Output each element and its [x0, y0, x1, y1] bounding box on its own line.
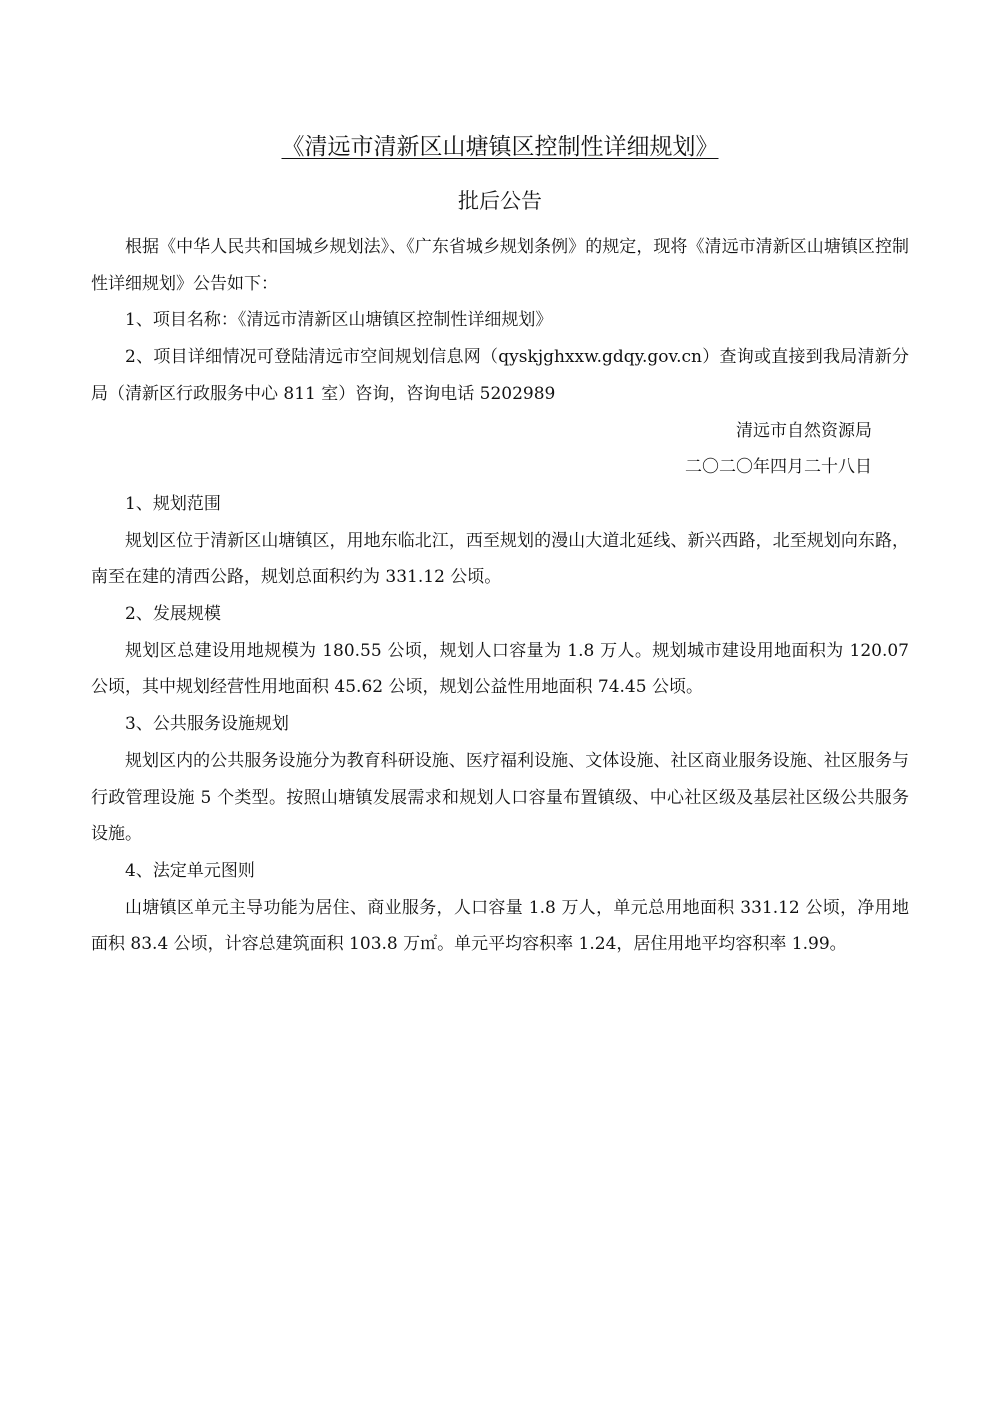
- project-details-item: 2、项目详细情况可登陆清远市空间规划信息网（qyskjghxxw.gdqy.gov.cn）查询或直接到我局清新分局（清新区行政服务中心 811 室）咨询，咨询电话 5202989: [91, 347, 909, 404]
- section-text: 规划区位于清新区山塘镇区，用地东临北江，西至规划的漫山大道北延线、新兴西路，北至规划向东路，南至在建的清西公路，规划总面积约为 331.12 公顷。: [91, 530, 909, 588]
- document-title: [0, 130, 1000, 164]
- project-name-item: 1、项目名称：《清远市清新区山塘镇区控制性详细规划》: [125, 310, 553, 331]
- document-subtitle: 批后公告: [458, 189, 542, 213]
- section-heading: 2、发展规模: [125, 604, 221, 625]
- issue-date: 二〇二〇年四月二十八日: [685, 457, 872, 478]
- section-heading: 4、法定单元图则: [125, 860, 255, 881]
- section-text: 山塘镇区单元主导功能为居住、商业服务，人口容量 1.8 万人，单元总用地面积 331.12 公顷，净用地面积 83.4 公顷，计容总建筑面积 103.8 万㎡。单元平均容积率 1.24，居住用地平均容积率 1.99。: [91, 897, 909, 955]
- issuer-signature: 清远市自然资源局: [736, 420, 872, 441]
- document-body: [91, 229, 909, 963]
- section-heading: 3、公共服务设施规划: [125, 714, 289, 735]
- intro-paragraph: 根据《中华人民共和国城乡规划法》、《广东省城乡规划条例》的规定，现将《清远市清新区山塘镇区控制性详细规划》公告如下：: [91, 237, 909, 294]
- section-text: 规划区内的公共服务设施分为教育科研设施、医疗福利设施、文体设施、社区商业服务设施、社区服务与行政管理设施 5 个类型。按照山塘镇发展需求和规划人口容量布置镇级、中心社区级及基层社区级公共服务设施。: [91, 750, 909, 845]
- section-heading: 1、规划范围: [125, 493, 221, 514]
- document-title-text: 《清远市清新区山塘镇区控制性详细规划》: [281, 134, 719, 160]
- section-text: 规划区总建设用地规模为 180.55 公顷，规划人口容量为 1.8 万人。规划城市建设用地面积为 120.07 公顷，其中规划经营性用地面积 45.62 公顷，规划公益性用地面积 74.45 公顷。: [91, 640, 909, 698]
